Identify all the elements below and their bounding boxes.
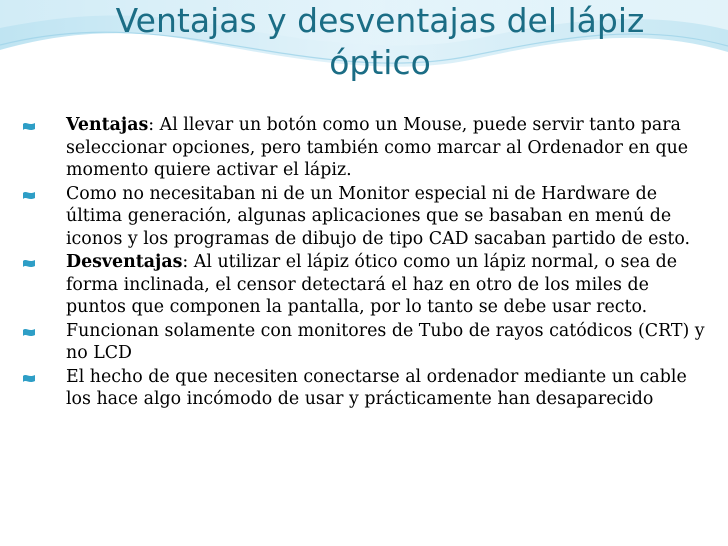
slide-title: Ventajas y desventajas del lápiz óptico [115, 1, 645, 82]
bullet-text: : Al utilizar el lápiz ótico como un lápiz normal, o sea de forma inclinada, el censor detectará el haz en otro de los miles de puntos que componen la pantalla, por lo tanto se debe usar recto. [66, 252, 678, 317]
bullet-item-monitor [22, 183, 708, 251]
wave-bullet-icon [22, 373, 36, 384]
bullet-term: Desventajas [66, 252, 183, 272]
bullet-text: Funcionan solamente con monitores de Tubo de rayos catódicos (CRT) y no LCD [66, 320, 705, 363]
wave-bullet-icon [22, 121, 36, 132]
bullet-term: Ventajas [66, 115, 149, 135]
wave-bullet-icon [22, 190, 36, 201]
bullet-item-cable [22, 366, 708, 411]
bullet-text: : Al llevar un botón como un Mouse, puede servir tanto para seleccionar opciones, pero también como marcar al Ordenador en que momento quiere activar el lápiz. [66, 115, 689, 180]
wave-bullet-icon [22, 327, 36, 338]
bullet-item-ventajas [22, 114, 708, 182]
bullet-text: Como no necesitaban ni de un Monitor especial ni de Hardware de última generación, algunas aplicaciones que se basaban en menú de iconos y los programas de dibujo de tipo CAD sacaban partido de esto. [66, 183, 691, 249]
bullet-text: El hecho de que necesiten conectarse al ordenador mediante un cable los hace algo incómodo de usar y prácticamente han desaparecido [66, 366, 687, 409]
bullet-item-crt [22, 320, 708, 365]
wave-bullet-icon [22, 258, 36, 269]
bullet-list [22, 114, 708, 411]
bullet-item-desventajas [22, 251, 708, 319]
